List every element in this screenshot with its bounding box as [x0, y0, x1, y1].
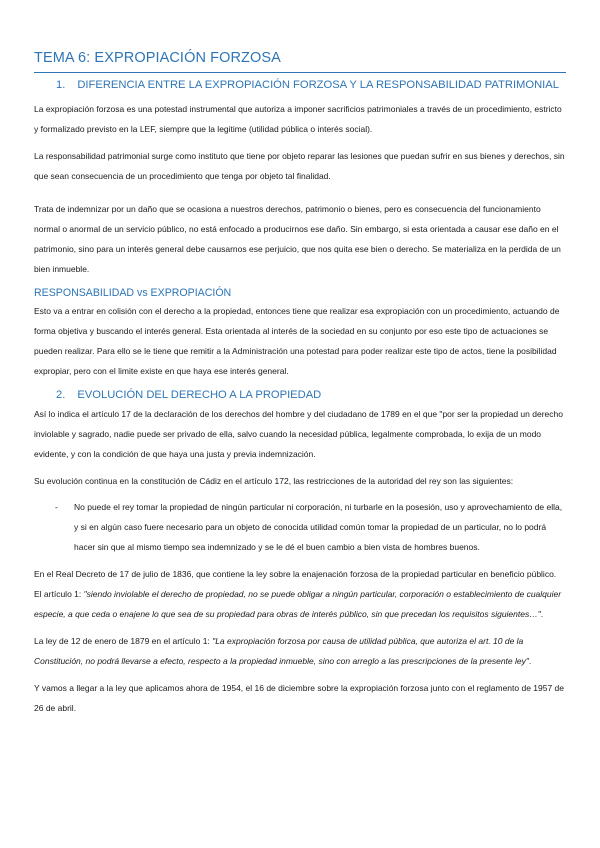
paragraph: Así lo indica el artículo 17 de la declaración de los derechos del hombre y del ciudadano de 1789 en el que "por ser la propiedad un derecho inviolable y sagrado, nadie puede ser privado de ella, salvo cuando la necesidad pública, legalmente comprobada, lo exija de un modo evidente, y con la condición de que haya una justa y previa indemnización. — [34, 409, 563, 459]
title-divider — [34, 72, 566, 73]
paragraph: La responsabilidad patrimonial surge como instituto que tiene por objeto reparar las lesiones que puedan sufrir en sus bienes y derechos, sin que sean consecuencia de un procedimiento que tenga por objeto tal finalidad. — [34, 151, 565, 181]
paragraph — [34, 564, 566, 624]
paragraph-end: . — [528, 656, 532, 666]
page-title: TEMA 6: EXPROPIACIÓN FORZOSA — [34, 50, 281, 66]
paragraph-end: . — [540, 609, 544, 619]
section-2-title: EVOLUCIÓN DEL DERECHO A LA PROPIEDAD — [77, 389, 322, 401]
quote-text: "La expropiación forzosa por causa de utilidad pública, que autoriza el art. 10 de la Constitución, no podrá llevarse a efecto, respecto a la propiedad inmueble, sino con arreglo a las prescripciones de la presente ley" — [34, 636, 529, 666]
paragraph: Su evolución continua en la constitución de Cádiz en el artículo 172, las restricciones de la autoridad del rey son las siguientes: — [34, 476, 514, 486]
paragraph: La expropiación forzosa es una potestad instrumental que autoriza a imponer sacrificios patrimoniales a través de un procedimiento, estricto y formalizado previsto en la LEF, siempre que la legitime (utilidad pública o interés social). — [34, 104, 562, 134]
section-1-title: DIFERENCIA ENTRE LA EXPROPIACIÓN FORZOSA Y LA RESPONSABILIDAD PATRIMONIAL — [77, 79, 559, 91]
section-2-number: 2. — [56, 389, 66, 401]
quote-text: "siendo inviolable el derecho de propiedad, no se puede obligar a ningún particular, corporación o establecimiento de cualquier especie, a que ceda o enajene lo que sea de su propiedad para obras de interés público, sin que precedan los requisitos siguientes…" — [34, 589, 562, 619]
bullet-list — [34, 497, 566, 557]
section-2-heading — [34, 389, 566, 401]
paragraph-text: En el Real Decreto de 17 de julio de 1836, que contiene la ley sobre la enajenación forzosa de la propiedad particular en beneficio público. El artículo 1: — [34, 569, 557, 599]
section-1-number: 1. — [56, 79, 66, 91]
list-item: - No puede el rey tomar la propiedad de ningún particular ni corporación, ni turbarle en la posesión, uso y aprovechamiento de ella, y si en algún caso fuere necesario para un objeto de conocida utilidad común tomar la propiedad de un particular, no lo podrá hacer sin que al mismo tiempo sea indemnizado y se le dé el buen cambio a bien vista de hombres buenos. — [74, 497, 566, 557]
paragraph — [34, 631, 566, 671]
paragraph: Esto va a entrar en colisión con el derecho a la propiedad, entonces tiene que realizar esa expropiación con un procedimiento, actuando de forma objetiva y buscando el interés general. Esta orientada al interés de la sociedad en su conjunto por eso este tipo de actuaciones se pueden realizar. Para ello se le tiene que remitir a la Administración una potestad para poder realizar este tipo de actos, tiene la posibilidad expropiar, pero con el limite existe en que haya ese interés general. — [34, 306, 560, 376]
subsection-heading: RESPONSABILIDAD vs EXPROPIACIÓN — [34, 287, 232, 299]
paragraph: Y vamos a llegar a la ley que aplicamos ahora de 1954, el 16 de diciembre sobre la expropiación forzosa junto con el reglamento de 1957 de 26 de abril. — [34, 683, 565, 713]
section-1-heading — [34, 79, 566, 91]
paragraph: Trata de indemnizar por un daño que se ocasiona a nuestros derechos, patrimonio o bienes, pero es consecuencia del funcionamiento normal o anormal de un servicio público, no está enfocado a producirnos ese daño. Sin embargo, si esta orientada a causar ese daño en el patrimonio, sino para un interés general debe causarnos ese perjuicio, que nos quita ese bien o derecho. Se materializa en la perdida de un bien inmueble. — [34, 204, 561, 274]
paragraph-text: La ley de 12 de enero de 1879 en el artículo 1: — [34, 636, 213, 646]
